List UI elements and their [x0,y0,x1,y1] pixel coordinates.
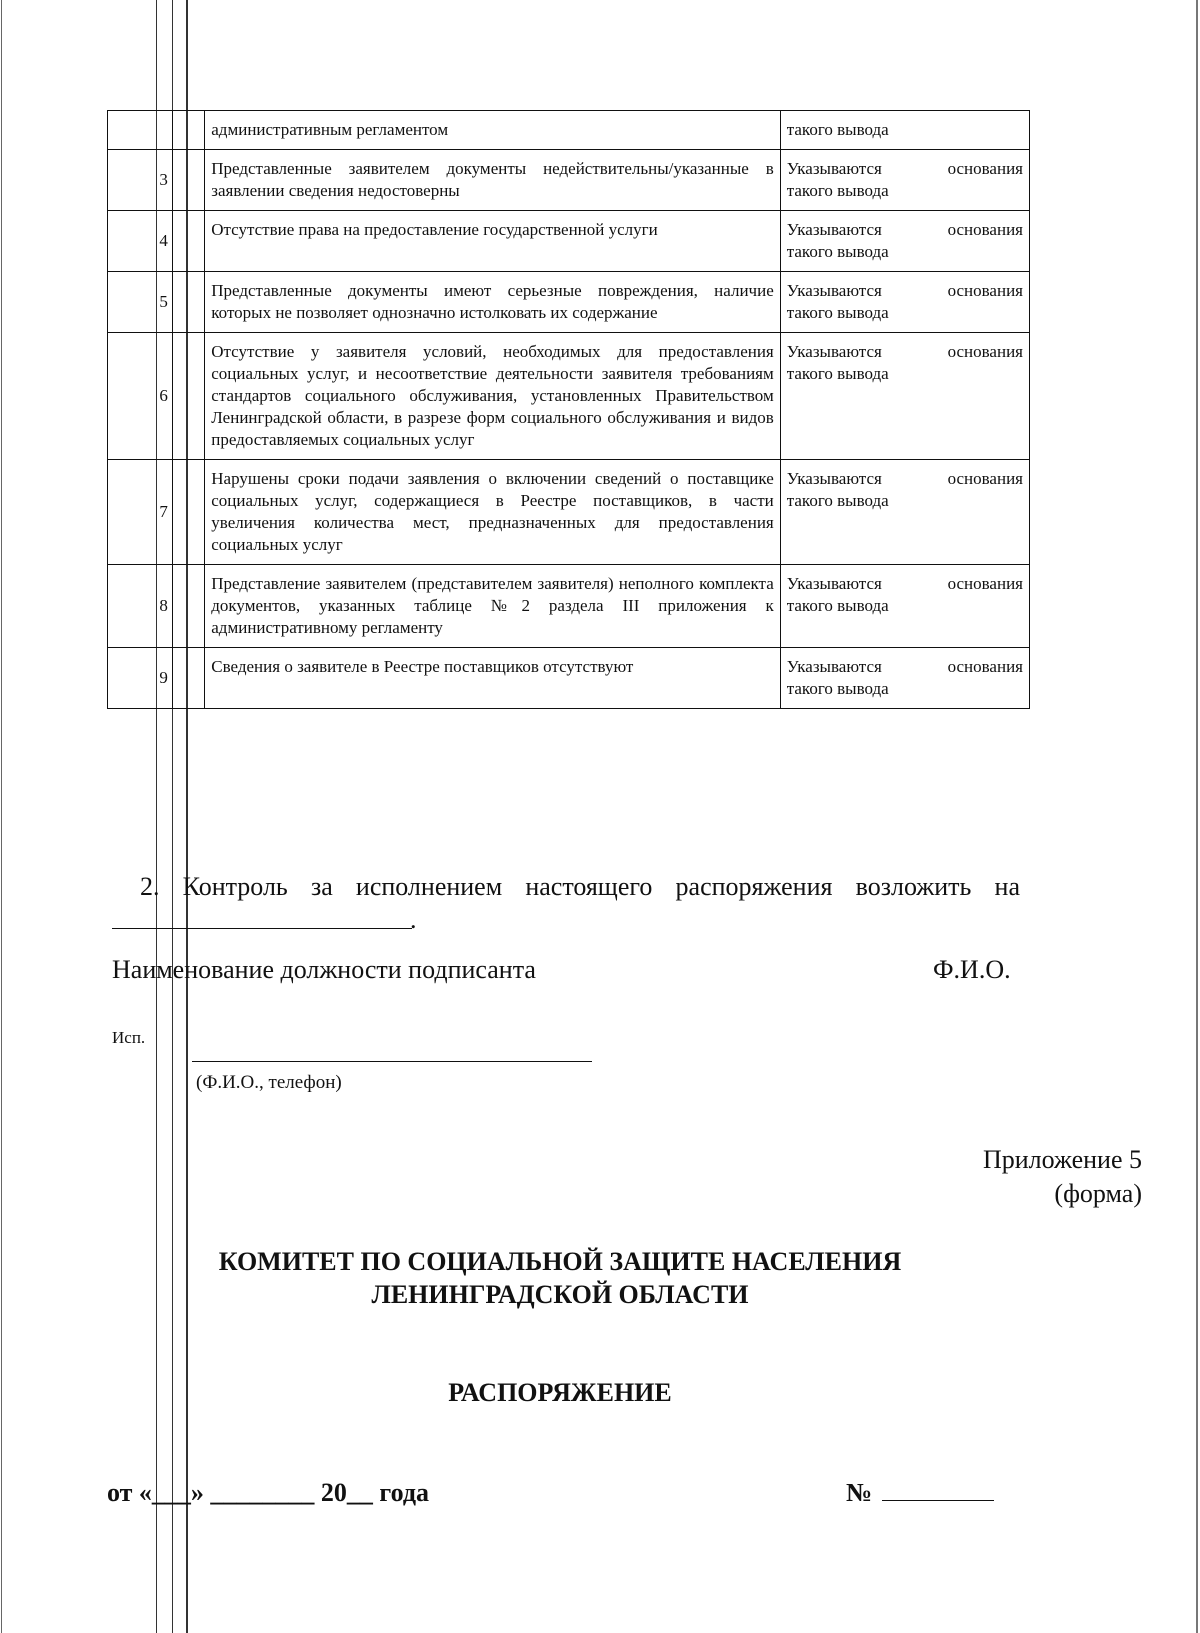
refusal-reason: Нарушены сроки подачи заявления о включении сведений о поставщике социальных услуг, содержащиеся в Реестре поставщиков, в части увеличения количества мест, предназначенных для предоставления социальных услуг [205,460,780,565]
basis-word-2: основания [947,469,1023,488]
responsible-person-blank [112,928,412,929]
table-body [108,111,1030,709]
basis-line-2: такого вывода [786,596,889,615]
refusal-basis [780,211,1029,272]
scan-artifact-line [1,0,2,1633]
executor-blank [192,1061,592,1062]
refusal-reason: Отсутствие у заявителя условий, необходимых для предоставления социальных услуг, и несоответствие деятельности заявителя требованиям стандартов социального обслуживания, установленных Правительством Ленинградской области, в разрезе форм социального обслуживания и видов предоставляемых социальных услуг [205,333,780,460]
refusal-grounds-table [107,110,1030,709]
basis-line-1 [787,158,1023,180]
table-row [108,211,1030,272]
row-number: 7 [108,460,173,565]
row-blank-cell [172,333,204,460]
refusal-basis [780,111,1029,150]
basis-word-1: Указываются [786,469,882,488]
refusal-reason: Сведения о заявителе в Реестре поставщиков отсутствуют [205,648,780,709]
appendix-title: Приложение 5 [982,1145,1142,1174]
basis-line-2: такого вывода [786,181,889,200]
control-paragraph: 2. Контроль за исполнением настоящего распоряжения возложить на [140,872,1020,901]
table-row [108,333,1030,460]
refusal-reason: Отсутствие права на предоставление государственной услуги [205,211,780,272]
basis-word-1: Указываются [786,657,882,676]
basis-line-2: такого вывода [786,120,889,139]
refusal-reason: Представление заявителем (представителем заявителя) неполного комплекта документов, указанных таблице №2 раздела III приложения к административному регламенту [205,565,780,648]
signer-name: Ф.И.О. [933,955,1011,984]
refusal-basis [780,333,1029,460]
document-type: РАСПОРЯЖЕНИЕ [448,1378,672,1407]
row-number: 8 [108,565,173,648]
basis-word-1: Указываются [786,574,882,593]
row-number: 3 [108,150,173,211]
refusal-basis [780,460,1029,565]
signer-post: Наименование должности подписанта [112,955,536,984]
refusal-basis [780,648,1029,709]
table-row [108,150,1030,211]
basis-line-1 [787,468,1023,490]
basis-word-2: основания [947,342,1023,361]
table-row [108,565,1030,648]
row-number [108,111,173,150]
basis-word-2: основания [947,657,1023,676]
basis-line-2: такого вывода [786,303,889,322]
basis-line-1 [787,656,1023,678]
number-blank [882,1478,994,1501]
row-number: 5 [108,272,173,333]
appendix-note: (форма) [1054,1179,1142,1208]
basis-line-1 [787,341,1023,363]
table-row [108,648,1030,709]
basis-line-2: такого вывода [786,679,889,698]
basis-word-2: основания [947,159,1023,178]
table-row [108,111,1030,150]
refusal-reason: Представленные заявителем документы недействительны/указанные в заявлении сведения недостоверны [205,150,780,211]
org-line-1: КОМИТЕТ ПО СОЦИАЛЬНОЙ ЗАЩИТЕ НАСЕЛЕНИЯ [218,1247,902,1276]
basis-word-1: Указываются [786,220,882,239]
basis-line-2: такого вывода [786,364,889,383]
row-blank-cell [172,565,204,648]
refusal-reason: административным регламентом [205,111,780,150]
refusal-basis [780,565,1029,648]
refusal-basis [780,150,1029,211]
appendix-header [983,1143,1142,1211]
refusal-reason: Представленные документы имеют серьезные повреждения, наличие которых не позволяет однозначно истолковать их содержание [205,272,780,333]
basis-line-1 [787,280,1023,302]
basis-word-1: Указываются [786,342,882,361]
org-line-2: ЛЕНИНГРАДСКОЙ ОБЛАСТИ [371,1280,749,1309]
row-blank-cell [172,272,204,333]
basis-word-1: Указываются [786,281,882,300]
sentence-period: . [410,905,417,934]
date-line: от «___» ________ 20__ года [107,1478,429,1507]
basis-word-2: основания [947,281,1023,300]
number-label: № [846,1478,873,1507]
row-blank-cell [172,111,204,150]
refusal-basis [780,272,1029,333]
number-line [846,1478,994,1508]
basis-word-2: основания [947,220,1023,239]
executor-hint: (Ф.И.О., телефон) [196,1072,342,1093]
basis-word-2: основания [947,574,1023,593]
basis-word-1: Указываются [786,159,882,178]
row-blank-cell [172,648,204,709]
organization-title [160,1245,960,1311]
table-row [108,272,1030,333]
basis-line-2: такого вывода [786,491,889,510]
executor-label: Исп. [112,1028,146,1047]
row-number: 9 [108,648,173,709]
row-number: 6 [108,333,173,460]
row-blank-cell [172,211,204,272]
row-number: 4 [108,211,173,272]
basis-line-1 [787,219,1023,241]
table-row [108,460,1030,565]
scan-artifact-line [1196,0,1198,1633]
row-blank-cell [172,150,204,211]
row-blank-cell [172,460,204,565]
basis-line-2: такого вывода [786,242,889,261]
basis-line-1 [787,573,1023,595]
